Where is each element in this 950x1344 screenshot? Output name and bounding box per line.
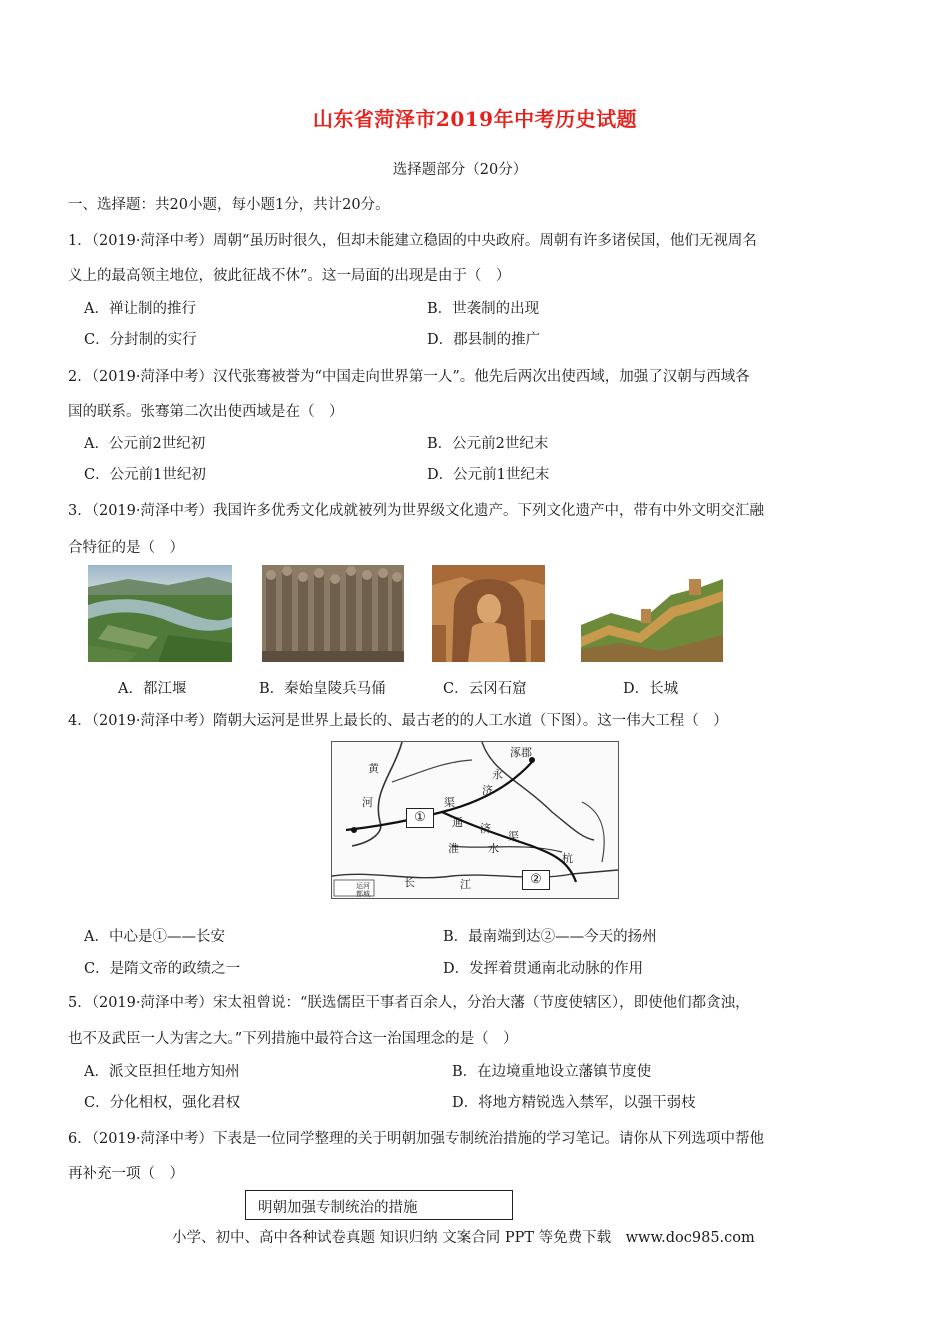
- map-label-tong: 通: [452, 816, 463, 829]
- map-label-jiang: 江: [460, 878, 471, 891]
- question-3-line-2: 合特征的是（ ）: [68, 540, 184, 556]
- question-1-line-2: 义上的最高领主地位，彼此征战不休”。这一局面的出现是由于（ ）: [68, 268, 511, 284]
- question-5-option-c: C．分化相权，强化君权: [84, 1095, 241, 1111]
- question-3-caption-a: A．都江堰: [118, 681, 187, 697]
- question-3-line-1: 3．（2019·菏泽中考）我国许多优秀文化成就被列为世界级文化遗产。下列文化遗产中，带有中外文明交汇融: [68, 503, 764, 519]
- question-6-line-1: 6．（2019·菏泽中考）下表是一位同学整理的关于明朝加强专制统治措施的学习笔记。请你从下列选项中帮他: [68, 1131, 764, 1147]
- dujiangyan-photo: [88, 565, 232, 662]
- terracotta-army-photo: [262, 565, 404, 662]
- map-label-qu-2: 渠: [508, 830, 519, 843]
- question-2-option-c: C．公元前1世纪初: [84, 467, 206, 483]
- notes-table-header: 明朝加强专制统治的措施: [258, 1200, 418, 1216]
- map-label-huai: 淮: [448, 842, 459, 855]
- question-2-option-d: D．公元前1世纪末: [427, 467, 550, 483]
- question-2-line-2: 国的联系。张骞第二次出使西域是在（ ）: [68, 404, 344, 420]
- question-1-option-c: C．分封制的实行: [84, 332, 197, 348]
- grand-canal-map: [331, 741, 619, 899]
- question-2-option-b: B．公元前2世纪末: [427, 436, 549, 452]
- question-5-option-a: A．派文臣担任地方知州: [84, 1064, 240, 1080]
- map-marker-2: ②: [522, 870, 550, 890]
- page-footer: 小学、初中、高中各种试卷真题 知识归纳 文案合同 PPT 等免费下载 www.doc985.com: [172, 1230, 755, 1246]
- map-legend-capital: 都城: [356, 890, 370, 898]
- question-1-line-1: 1．（2019·菏泽中考）周朝“虽历时很久，但却未能建立稳固的中央政府。周朝有许多诸侯国，他们无视周名: [68, 233, 757, 249]
- map-label-zhuojun: 涿郡: [510, 746, 532, 759]
- map-label-he: 河: [362, 796, 373, 809]
- great-wall-photo: [581, 565, 723, 662]
- question-4-line-1: 4．（2019·菏泽中考）隋朝大运河是世界上最长的、最古老的的人工水道（下图）。这一伟大工程（ ）: [68, 713, 728, 729]
- map-label-hang: 杭: [562, 852, 573, 865]
- map-label-yong: 永: [492, 768, 503, 781]
- question-5-option-d: D．将地方精锐选入禁军，以强干弱枝: [452, 1095, 696, 1111]
- map-label-ji-2: 济: [480, 822, 491, 835]
- notes-table: [245, 1190, 513, 1220]
- question-5-option-b: B．在边境重地设立藩镇节度使: [452, 1064, 652, 1080]
- question-1-option-b: B．世袭制的出现: [427, 301, 540, 317]
- question-6-line-2: 再补充一项（ ）: [68, 1166, 184, 1182]
- map-marker-1: ①: [406, 808, 434, 828]
- question-4-option-c: C．是隋文帝的政绩之一: [84, 961, 241, 977]
- section-subtitle: 选择题部分（20分）: [392, 162, 528, 178]
- question-5-line-2: 也不及武臣一人为害之大。”下列措施中最符合这一治国理念的是（ ）: [68, 1031, 518, 1047]
- question-4-option-d: D．发挥着贯通南北动脉的作用: [443, 961, 644, 977]
- question-3-caption-c: C．云冈石窟: [443, 681, 527, 697]
- map-label-chang: 长: [404, 876, 415, 889]
- question-3-caption-b: B．秦始皇陵兵马俑: [259, 681, 386, 697]
- question-5-line-1: 5．（2019·菏泽中考）宋太祖曾说：“朕选儒臣干事者百余人，分治大藩（节度使辖区），即使他们都贪浊，: [68, 995, 750, 1011]
- question-3-caption-d: D．长城: [623, 681, 679, 697]
- question-2-option-a: A．公元前2世纪初: [84, 436, 206, 452]
- map-legend-canal: 运河: [356, 882, 370, 890]
- map-label-shui: 水: [488, 842, 499, 855]
- map-label-ji: 济: [482, 784, 493, 797]
- question-2-line-1: 2．（2019·菏泽中考）汉代张骞被誉为“中国走向世界第一人”。他先后两次出使西域，加强了汉朝与西域各: [68, 369, 750, 385]
- map-label-qu: 渠: [444, 796, 455, 809]
- yungang-grottoes-photo: [432, 565, 545, 662]
- section-heading: 一、选择题：共20小题，每小题1分，共计20分。: [68, 197, 390, 213]
- question-1-option-d: D．郡县制的推广: [427, 332, 541, 348]
- question-4-option-b: B．最南端到达②——今天的扬州: [443, 929, 657, 945]
- question-4-option-a: A．中心是①——长安: [84, 929, 225, 945]
- page-title: 山东省菏泽市2019年中考历史试题: [312, 107, 638, 131]
- question-1-option-a: A．禅让制的推行: [84, 301, 196, 317]
- map-label-huang: 黄: [368, 762, 379, 775]
